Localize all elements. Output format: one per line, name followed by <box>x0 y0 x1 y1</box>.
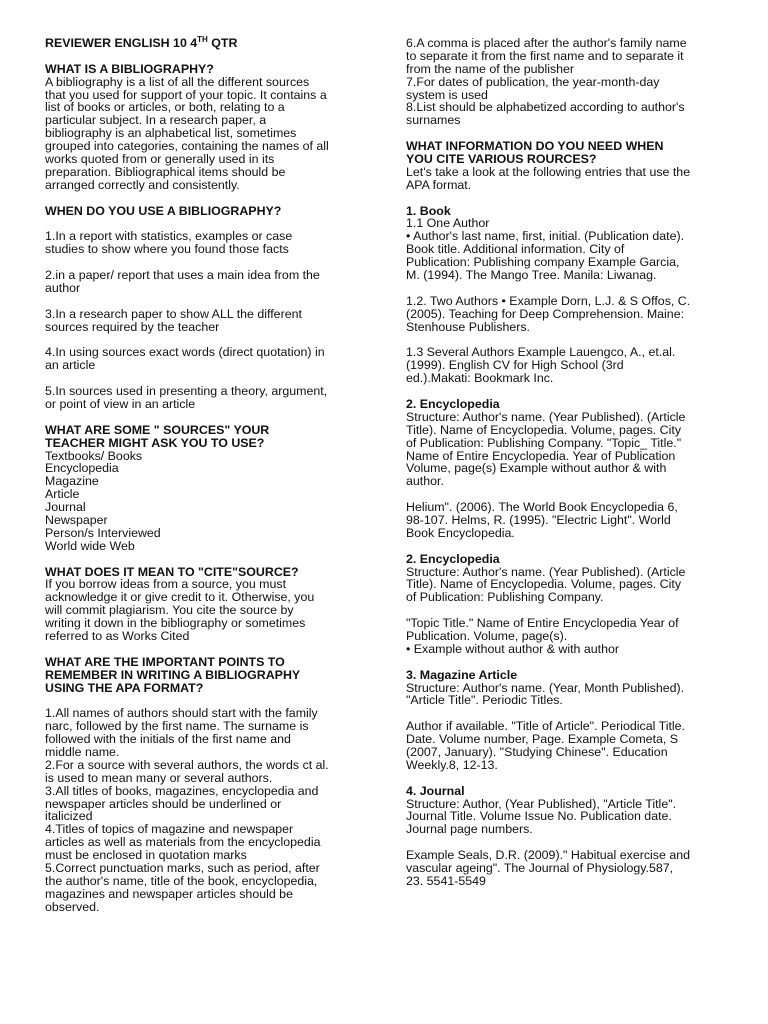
left-spacer <box>45 643 375 656</box>
right-spacer <box>406 656 736 669</box>
right-spacer <box>406 385 736 398</box>
left-text-line: observed. <box>45 899 100 914</box>
right-heading-line: 2. Encyclopedia <box>406 396 500 411</box>
left-text-line: magazines and newspaper articles should be <box>45 886 293 901</box>
right-text-line: surnames <box>406 113 461 128</box>
left-spacer <box>45 295 375 308</box>
right-text-line: ed.).Makati: Bookmark Inc. <box>406 371 554 386</box>
right-text-line: Publication. Volume, page(s). <box>406 628 568 643</box>
right-text-line: 1.1 One Author <box>406 216 490 231</box>
right-text-line: Helium". (2006). The World Book Encyclopedia 6, <box>406 500 678 515</box>
right-heading-line: 4. Journal <box>406 783 465 798</box>
left-text-line: Encyclopedia <box>45 461 119 476</box>
left-text-line: narc, followed by the first name. The surname is <box>45 719 309 734</box>
left-text-line: followed with the initials of the first name and <box>45 732 291 747</box>
document-title-superscript: TH <box>197 34 208 44</box>
right-heading-line: 3. Magazine Article <box>406 667 518 682</box>
left-text-line: Person/s Interviewed <box>45 525 161 540</box>
left-text-line: bibliography is an alphabetical list, sometimes <box>45 126 297 141</box>
right-spacer <box>406 192 736 205</box>
right-text-line: Book Encyclopedia. <box>406 525 515 540</box>
right-text-line: APA format. <box>406 177 472 192</box>
left-text-line: arranged correctly and consistently. <box>45 177 240 192</box>
left-heading-line: USING THE APA FORMAT? <box>45 680 204 695</box>
left-text-line: sources required by the teacher <box>45 319 220 334</box>
right-spacer <box>406 282 736 295</box>
right-text-line: • Example without author & with author <box>406 641 620 656</box>
left-text-line: will commit plagiarism. You cite the source by <box>45 603 294 618</box>
right-text-line: Title). Name of Encyclopedia. Volume, pages. City <box>406 577 682 592</box>
left-heading-line: WHAT DOES IT MEAN TO "CITE"SOURCE? <box>45 564 299 579</box>
left-text-line: 1.In a report with statistics, examples or case <box>45 229 293 244</box>
right-text-line: 1.3 Several Authors Example Lauengco, A., et.al. <box>406 345 676 360</box>
left-text-line: or point of view in an article <box>45 396 196 411</box>
left-text-line: is used to mean many or several authors. <box>45 770 273 785</box>
left-text-line: the author's name, title of the book, encyclopedia, <box>45 873 318 888</box>
right-text-line: system is used <box>406 87 488 102</box>
left-heading-line: TEACHER MIGHT ASK YOU TO USE? <box>45 435 265 450</box>
left-text-line: Article <box>45 487 80 502</box>
document-title <box>45 34 375 50</box>
left-text-line: works quoted from or generally used in its <box>45 152 275 167</box>
left-text-line: particular subject. In a research paper, a <box>45 113 267 128</box>
left-text-line: If you borrow ideas from a source, you must <box>45 577 287 592</box>
right-text-line: 6.A comma is placed after the author's family name <box>406 36 687 50</box>
right-text-line: Structure: Author, (Year Published), "Article Title". <box>406 796 677 811</box>
left-text-line: 3.All titles of books, magazines, encyclopedia and <box>45 783 319 798</box>
right-text-line: Book title. Additional information. City of <box>406 242 625 257</box>
right-text-line: 7.For dates of publication, the year-month-day <box>406 74 660 89</box>
left-spacer <box>45 50 375 63</box>
right-text-line: from the name of the publisher <box>406 61 575 76</box>
right-text-line: 1.2. Two Authors • Example Dorn, L.J. & S Offos, C. <box>406 293 691 308</box>
left-spacer <box>45 411 375 424</box>
left-text-line: Magazine <box>45 474 99 489</box>
right-text-line: to separate it from the first name and to separate it <box>406 48 684 63</box>
left-heading-line: REMEMBER IN WRITING A BIBLIOGRAPHY <box>45 667 301 682</box>
left-heading-line: WHAT ARE THE IMPORTANT POINTS TO <box>45 654 285 669</box>
right-text-line: "Article Title". Periodic Titles. <box>406 693 563 708</box>
left-text-line: studies to show where you found those facts <box>45 242 289 257</box>
left-text-line: newspaper articles should be underlined or <box>45 796 282 811</box>
right-text-line: Let's take a look at the following entries that use the <box>406 164 691 179</box>
left-text-line: grouped into categories, containing the names of all <box>45 139 329 154</box>
right-spacer <box>406 540 736 553</box>
left-text-line: articles as well as materials from the encyclopedia <box>45 835 321 850</box>
right-text-line: 23. 5541-5549 <box>406 873 486 888</box>
right-text-line: "Topic Title." Name of Entire Encyclopedia Year of <box>406 616 679 631</box>
right-text-line: of Publication: Publishing Company. <box>406 590 604 605</box>
right-text-line: (2007, January). "Studying Chinese". Education <box>406 744 668 759</box>
right-text-line: Stenhouse Publishers. <box>406 319 530 334</box>
document-title-main: REVIEWER ENGLISH 10 4 <box>45 36 198 50</box>
right-text-line: • Author's last name, first, initial. (Publication date). <box>406 229 685 244</box>
right-text-line: Date. Volume number, Page. Example Cometa, S <box>406 732 679 747</box>
left-text-line: italicized <box>45 809 93 824</box>
left-text-line: 2.in a paper/ report that uses a main idea from the <box>45 268 320 283</box>
right-text-line: Title). Name of Encyclopedia. Volume, pages. City <box>406 422 682 437</box>
right-text-line: Structure: Author's name. (Year, Month Published). <box>406 680 685 695</box>
right-heading-line: 1. Book <box>406 203 451 218</box>
left-text-line: 2.For a source with several authors, the words ct al. <box>45 757 329 772</box>
right-text-line: Journal Title. Volume Issue No. Publication date. <box>406 809 672 824</box>
left-heading-line: WHEN DO YOU USE A BIBLIOGRAPHY? <box>45 203 282 218</box>
left-text-line: 5.Correct punctuation marks, such as period, after <box>45 861 320 875</box>
right-text-line: 8.List should be alphabetized according to author's <box>406 100 685 115</box>
right-text-line: M. (1994). The Mango Tree. Manila: Liwanag. <box>406 268 657 283</box>
right-text-line: vascular ageing". The Journal of Physiology.587, <box>406 861 674 875</box>
left-text-line: Newspaper <box>45 512 108 527</box>
document-title-tail: QTR <box>207 36 238 50</box>
left-text-line: World wide Web <box>45 538 135 553</box>
left-text-line: middle name. <box>45 744 120 759</box>
right-text-line: Weekly.8, 12-13. <box>406 757 498 772</box>
left-column-lines <box>45 50 375 914</box>
right-text-line: of Publication: Publishing Company. "Topic_ Title." <box>406 435 682 450</box>
left-spacer <box>45 553 375 566</box>
right-text-line: author. <box>406 474 444 489</box>
right-text-line: (2005). Teaching for Deep Comprehension. Maine: <box>406 306 685 321</box>
left-text-line: Textbooks/ Books <box>45 448 143 463</box>
left-text-line: writing it down in the bibliography or sometimes <box>45 616 306 631</box>
left-heading-line: WHAT IS A BIBLIOGRAPHY? <box>45 61 214 76</box>
left-text-line: 4.Titles of topics of magazine and newspaper <box>45 822 294 837</box>
right-heading-line: WHAT INFORMATION DO YOU NEED WHEN <box>406 139 664 154</box>
left-text-line: Journal <box>45 500 86 515</box>
left-column <box>45 34 375 914</box>
right-text-line: Structure: Author's name. (Year Published). (Article <box>406 564 686 579</box>
right-text-line: Name of Entire Encyclopedia. Year of Publication <box>406 448 676 463</box>
right-text-line: Author if available. "Title of Article". Periodical Title. <box>406 719 685 734</box>
left-text-line: 3.In a research paper to show ALL the different <box>45 306 302 321</box>
left-text-line: author <box>45 280 81 295</box>
left-text-line: must be enclosed in quotation marks <box>45 848 247 863</box>
right-text-line: Journal page numbers. <box>406 822 533 837</box>
right-text-line: Publication: Publishing company Example Garcia, <box>406 255 680 270</box>
left-text-line: 4.In using sources exact words (direct quotation) in <box>45 345 325 360</box>
right-heading-line: 2. Encyclopedia <box>406 551 500 566</box>
right-text-line: 98-107. Helms, R. (1995). "Electric Light". World <box>406 512 671 527</box>
left-text-line: that you used for support of your topic. It contains a <box>45 87 327 102</box>
right-spacer <box>406 772 736 785</box>
right-text-line: Example Seals, D.R. (2009)." Habitual exercise and <box>406 848 691 863</box>
left-heading-line: WHAT ARE SOME " SOURCES" YOUR <box>45 422 270 437</box>
left-text-line: list of books or articles, or both, relating to a <box>45 100 285 115</box>
right-text-line: Structure: Author's name. (Year Published). (Article <box>406 409 686 424</box>
left-spacer <box>45 192 375 205</box>
right-column-lines <box>406 37 736 888</box>
left-text-line: acknowledge it or give credit to it. Otherwise, you <box>45 590 315 605</box>
right-column <box>406 37 736 888</box>
left-text-line: an article <box>45 358 96 373</box>
left-text-line: A bibliography is a list of all the different sources <box>45 74 310 89</box>
left-text-line: referred to as Works Cited <box>45 628 190 643</box>
right-text-line: Volume, page(s) Example without author & with <box>406 461 667 476</box>
left-text-line: preparation. Bibliographical items should be <box>45 164 286 179</box>
right-text-line: (1999). English CV for High School (3rd <box>406 358 624 373</box>
left-text-line: 5.In sources used in presenting a theory, argument, <box>45 384 328 399</box>
right-heading-line: YOU CITE VARIOUS ROURCES? <box>406 152 597 167</box>
left-text-line: 1.All names of authors should start with the family <box>45 706 318 721</box>
